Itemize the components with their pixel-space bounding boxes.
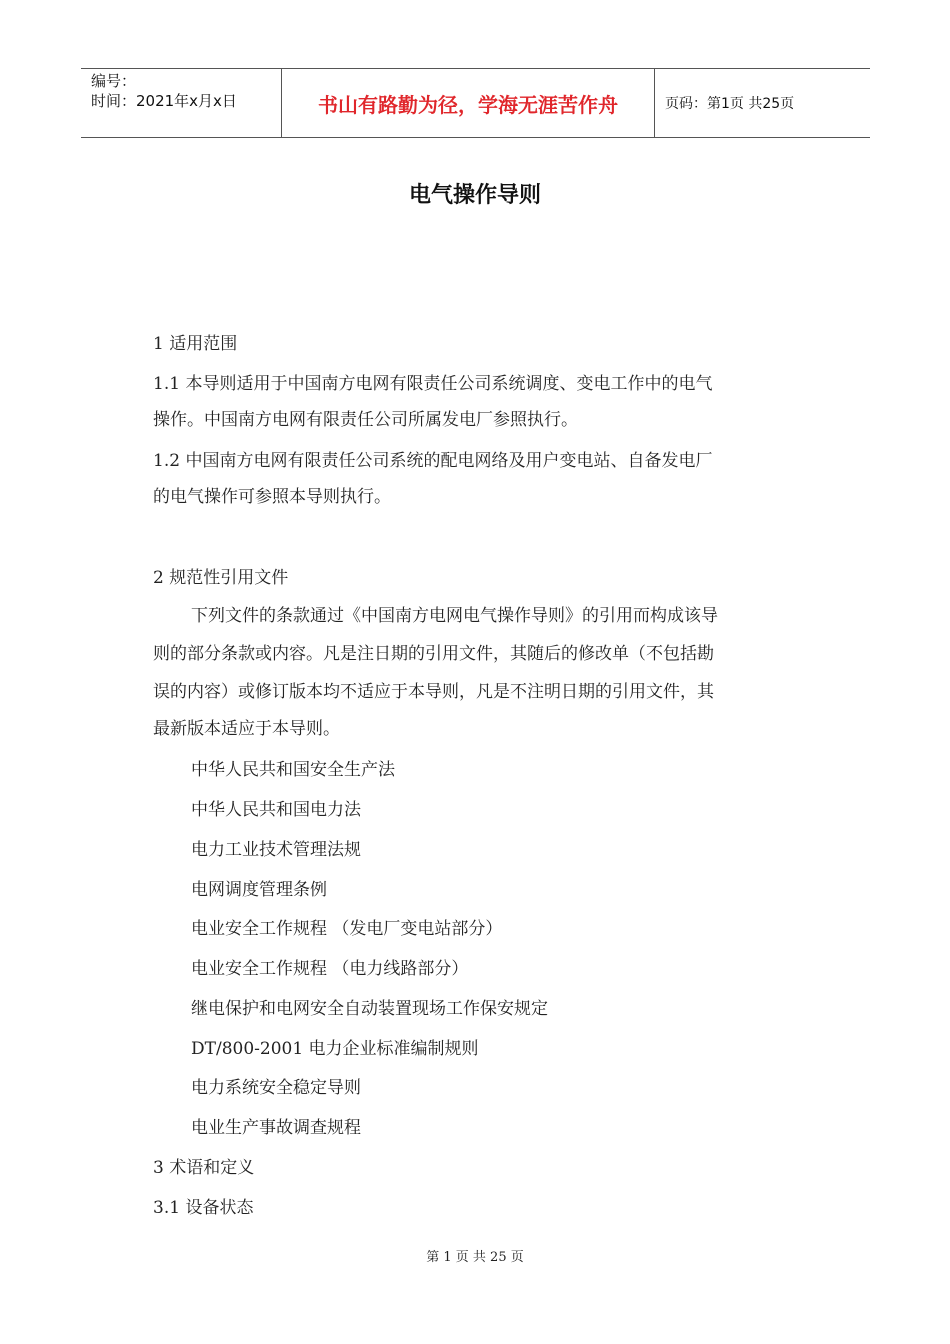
page-footer: 第 1 页 共 25 页 — [426, 1250, 524, 1265]
reference-item: 电力系统安全稳定导则 — [191, 1078, 361, 1098]
section-heading: 1 适用范围 — [153, 334, 238, 354]
paragraph-line: 的电气操作可参照本导则执行。 — [153, 487, 391, 507]
reference-item: 中华人民共和国电力法 — [191, 800, 361, 820]
subsection-heading: 3.1 设备状态 — [153, 1198, 254, 1218]
paragraph-line: 则的部分条款或内容。凡是注日期的引用文件，其随后的修改单（不包括勘 — [153, 644, 714, 664]
reference-item: 电业安全工作规程 （电力线路部分） — [191, 959, 469, 979]
paragraph-line: 1.2 中国南方电网有限责任公司系统的配电网络及用户变电站、自备发电厂 — [153, 451, 713, 471]
header-page-info: 页码：第1页 共25页 — [665, 96, 795, 112]
paragraph-line: 操作。中国南方电网有限责任公司所属发电厂参照执行。 — [153, 410, 578, 430]
section-heading: 3 术语和定义 — [153, 1158, 255, 1178]
header-motto: 书山有路勤为径，学海无涯苦作舟 — [281, 69, 655, 137]
paragraph-line: 1.1 本导则适用于中国南方电网有限责任公司系统调度、变电工作中的电气 — [153, 374, 713, 394]
section-heading: 2 规范性引用文件 — [153, 568, 289, 588]
document-number-label: 编号： — [91, 72, 137, 90]
reference-item: 电网调度管理条例 — [191, 880, 327, 900]
reference-item: DT/800-2001 电力企业标准编制规则 — [191, 1039, 479, 1059]
paragraph-line: 最新版本适应于本导则。 — [153, 719, 340, 739]
reference-item: 电力工业技术管理法规 — [191, 840, 361, 860]
document-date: 时间：2021年x月x日 — [91, 92, 237, 110]
document-header — [81, 68, 870, 138]
reference-item: 电业安全工作规程 （发电厂变电站部分） — [191, 919, 503, 939]
header-meta — [81, 69, 281, 137]
document-title: 电气操作导则 — [408, 183, 541, 208]
paragraph-line: 误的内容）或修订版本均不适应于本导则，凡是不注明日期的引用文件，其 — [153, 682, 714, 702]
reference-item: 继电保护和电网安全自动装置现场工作保安规定 — [191, 999, 548, 1019]
reference-item: 电业生产事故调查规程 — [191, 1118, 361, 1138]
reference-item: 中华人民共和国安全生产法 — [191, 760, 395, 780]
paragraph-line: 下列文件的条款通过《中国南方电网电气操作导则》的引用而构成该导 — [191, 606, 718, 626]
